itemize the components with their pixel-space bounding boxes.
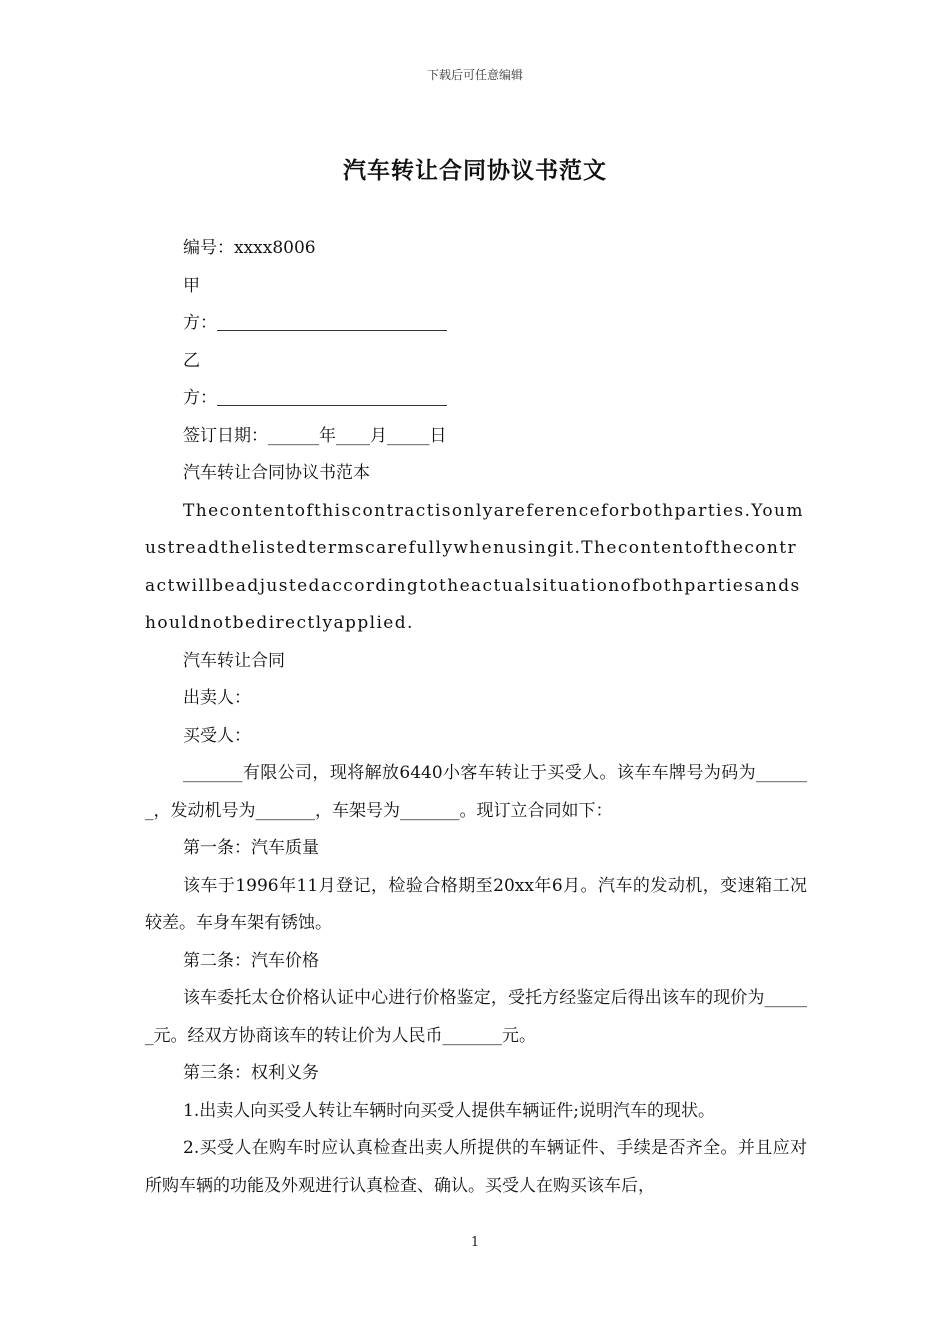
party-a-label: 甲: [183, 275, 200, 296]
party-a-blank: [217, 310, 447, 331]
sign-date: 签订日期：______年____月_____日: [183, 425, 447, 446]
article-3-title: 第三条：权利义务: [183, 1063, 319, 1083]
page-number: 1: [470, 1235, 480, 1250]
party-b-field: [145, 380, 807, 418]
article-2-text: 该车委托太仓价格认证中心进行价格鉴定，受托方经鉴定后得出该车的现价为______元。经双方协商该车的转让价为人民币_______元。: [145, 988, 807, 1046]
buyer-label: 买受人：: [183, 725, 251, 746]
contract-number: 编号：xxxx8006: [183, 238, 316, 258]
seller-label: 出卖人：: [183, 688, 251, 708]
article-1-title: 第一条：汽车质量: [183, 838, 319, 858]
contract-heading: 汽车转让合同: [183, 650, 285, 671]
party-b-label: 乙: [183, 350, 200, 371]
article-3-item-2: 2.买受人在购车时应认真检查出卖人所提供的车辆证件、手续是否齐全。并且应对所购车辆的功能及外观进行认真检查、确认。买受人在购买该车后，: [145, 1138, 807, 1196]
party-a-label-2: 方：: [183, 313, 217, 333]
article-1-text: 该车于1996年11月登记，检验合格期至20xx年6月。汽车的发动机，变速箱工况较差。车身车架有锈蚀。: [145, 875, 807, 933]
party-b-label-2: 方：: [183, 388, 217, 408]
party-b-blank: [217, 385, 447, 406]
page-header: 下载后可任意编辑: [426, 68, 523, 82]
article-2-title: 第二条：汽车价格: [183, 950, 319, 971]
english-note: Thecontentofthiscontractisonlyareferenceforbothparties.Youmustreadthelistedtermscarefullywhenusingit.Thecontentofthecontractwillbeadjustedaccordingtotheactualsituationofbothpartiesandshouldnotbedirectlyapplied.: [145, 500, 804, 633]
article-3-item-1: 1.出卖人向买受人转让车辆时向买受人提供车辆证件;说明汽车的现状。: [183, 1100, 715, 1121]
document-body: [145, 230, 807, 1205]
document-title: 汽车转让合同协议书范文: [343, 157, 607, 184]
contract-intro: _______有限公司，现将解放6440小客车转让于买受人。该车车牌号为码为_______，发动机号为_______，车架号为_______。现订立合同如下：: [145, 763, 807, 821]
party-a-field: [145, 305, 807, 343]
sample-title: 汽车转让合同协议书范本: [183, 463, 370, 483]
